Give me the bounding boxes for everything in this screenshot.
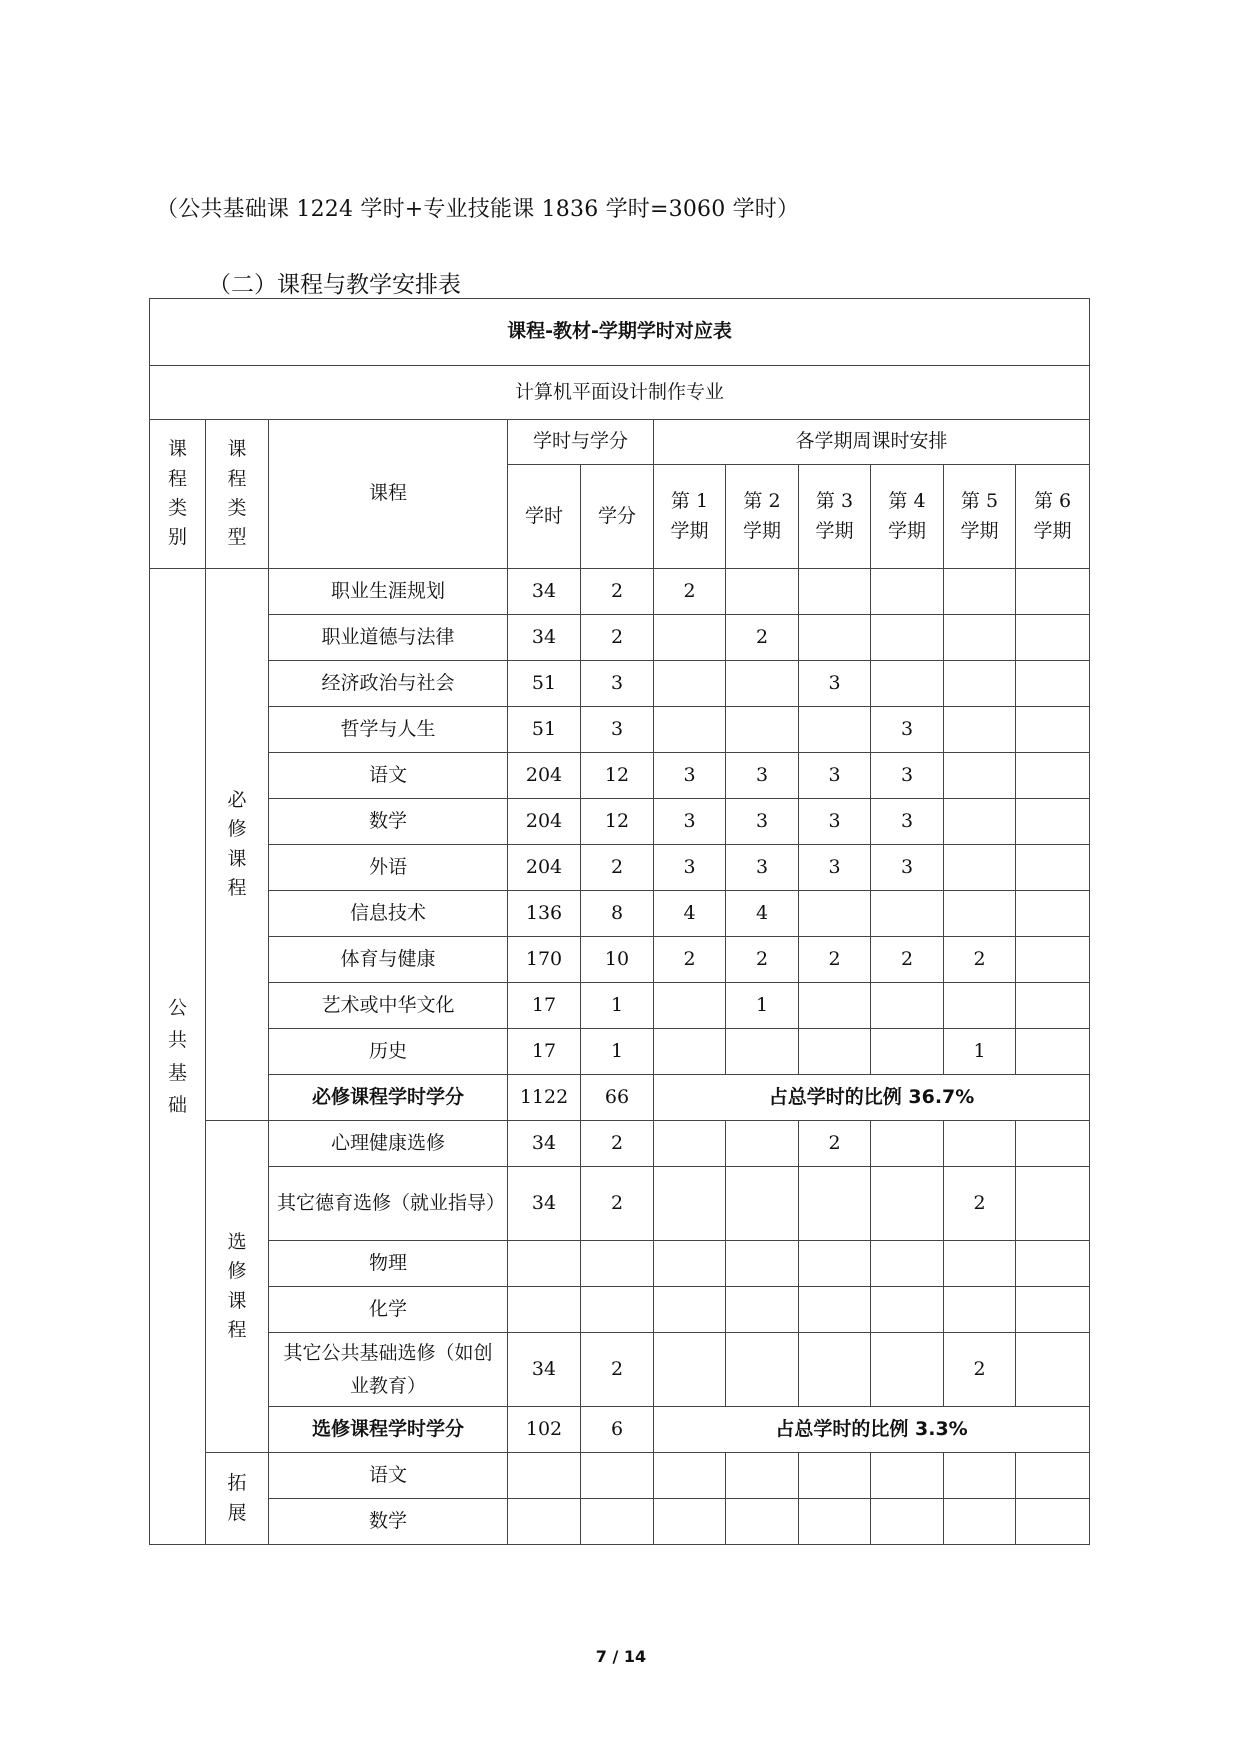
header-schedule: 各学期周课时安排 — [654, 420, 1090, 465]
semester-2-cell: 3 — [726, 845, 799, 891]
label-char: 必 — [227, 788, 247, 811]
semester-2-cell — [726, 1167, 799, 1241]
label-char: 选 — [227, 1230, 247, 1253]
semester-3-cell: 3 — [799, 799, 871, 845]
semester-3-cell — [799, 983, 871, 1029]
semester-number: 第 1 — [670, 490, 709, 513]
semester-6-cell — [1016, 937, 1090, 983]
semester-6-cell — [1016, 661, 1090, 707]
course-name: 心理健康选修 — [269, 1121, 508, 1167]
label-char: 共 — [167, 1029, 187, 1052]
semester-4-cell: 2 — [871, 937, 944, 983]
semester-5-cell — [944, 891, 1016, 937]
semester-4-cell — [871, 1029, 944, 1075]
semester-5-cell — [944, 799, 1016, 845]
semester-4-cell: 3 — [871, 707, 944, 753]
semester-number: 第 4 — [888, 490, 926, 513]
semester-2-cell: 3 — [726, 753, 799, 799]
header-char: 型 — [227, 526, 247, 549]
credits-cell — [581, 1241, 654, 1287]
course-name: 信息技术 — [269, 891, 508, 937]
semester-4-cell — [871, 1287, 944, 1333]
semester-word: 学期 — [815, 519, 854, 542]
semester-6-cell — [1016, 983, 1090, 1029]
semester-5-cell — [944, 1121, 1016, 1167]
label-char: 修 — [227, 818, 247, 841]
hours-cell: 204 — [508, 845, 581, 891]
semester-word: 学期 — [1033, 519, 1072, 542]
table-row — [150, 799, 1090, 845]
table-row — [150, 707, 1090, 753]
semester-word: 学期 — [887, 519, 926, 542]
group-label-extension — [206, 1453, 269, 1545]
subtotal-hours: 102 — [508, 1407, 581, 1453]
semester-3-cell — [799, 615, 871, 661]
semester-1-cell — [654, 1333, 726, 1407]
semester-3-cell — [799, 1287, 871, 1333]
course-name: 化学 — [269, 1287, 508, 1333]
semester-1-cell: 3 — [654, 753, 726, 799]
semester-1-cell — [654, 1029, 726, 1075]
credits-cell: 3 — [581, 707, 654, 753]
hours-cell: 51 — [508, 661, 581, 707]
semester-6-cell — [1016, 1499, 1090, 1545]
semester-2-cell — [726, 1453, 799, 1499]
semester-6-cell — [1016, 1287, 1090, 1333]
label-char: 公 — [167, 996, 187, 1019]
course-name: 语文 — [269, 753, 508, 799]
semester-5-cell — [944, 1499, 1016, 1545]
hours-cell: 34 — [508, 1121, 581, 1167]
semester-5-cell — [944, 569, 1016, 615]
credits-cell: 10 — [581, 937, 654, 983]
header-char: 程 — [227, 467, 247, 490]
semester-5-cell: 2 — [944, 937, 1016, 983]
header-hours-credits: 学时与学分 — [508, 420, 654, 465]
credits-cell — [581, 1499, 654, 1545]
hours-cell — [508, 1453, 581, 1499]
semester-2-cell — [726, 569, 799, 615]
table-row — [150, 753, 1090, 799]
semester-5-cell: 1 — [944, 1029, 1016, 1075]
semester-1-cell: 4 — [654, 891, 726, 937]
semester-5-cell — [944, 845, 1016, 891]
course-name: 职业道德与法律 — [269, 615, 508, 661]
semester-6-cell — [1016, 615, 1090, 661]
course-name: 语文 — [269, 1453, 508, 1499]
semester-4-cell — [871, 983, 944, 1029]
semester-2-cell — [726, 1499, 799, 1545]
table-row — [150, 891, 1090, 937]
semester-6-cell — [1016, 1453, 1090, 1499]
course-schedule-table — [149, 298, 1090, 1545]
semester-6-cell — [1016, 1029, 1090, 1075]
subtotal-credits: 6 — [581, 1407, 654, 1453]
hours-cell: 34 — [508, 569, 581, 615]
hours-cell — [508, 1241, 581, 1287]
hours-cell: 17 — [508, 983, 581, 1029]
hours-cell: 34 — [508, 1167, 581, 1241]
semester-3-cell — [799, 1453, 871, 1499]
subtotal-label: 选修课程学时学分 — [269, 1407, 508, 1453]
subtotal-credits: 66 — [581, 1075, 654, 1121]
table-row — [150, 1333, 1090, 1407]
credits-cell: 2 — [581, 1333, 654, 1407]
header-char: 类 — [167, 497, 187, 519]
label-char: 基 — [167, 1061, 187, 1084]
semester-6-cell — [1016, 1121, 1090, 1167]
header-credits: 学分 — [581, 465, 654, 569]
semester-3-cell: 3 — [799, 661, 871, 707]
semester-2-cell: 3 — [726, 799, 799, 845]
label-char: 展 — [227, 1501, 247, 1524]
header-semester-3 — [799, 465, 871, 569]
semester-3-cell — [799, 569, 871, 615]
semester-5-cell — [944, 983, 1016, 1029]
semester-4-cell — [871, 1121, 944, 1167]
semester-5-cell — [944, 753, 1016, 799]
table-row — [150, 661, 1090, 707]
semester-5-cell — [944, 1287, 1016, 1333]
semester-3-cell: 3 — [799, 845, 871, 891]
semester-number: 第 6 — [1033, 490, 1072, 513]
semester-6-cell — [1016, 753, 1090, 799]
semester-5-cell: 2 — [944, 1333, 1016, 1407]
hours-cell: 34 — [508, 615, 581, 661]
course-name: 物理 — [269, 1241, 508, 1287]
hours-cell: 204 — [508, 799, 581, 845]
semester-6-cell — [1016, 845, 1090, 891]
semester-3-cell — [799, 1499, 871, 1545]
header-char: 程 — [167, 467, 187, 490]
semester-3-cell — [799, 1029, 871, 1075]
semester-3-cell — [799, 1333, 871, 1407]
semester-word: 学期 — [742, 519, 781, 542]
label-char: 础 — [167, 1093, 187, 1116]
course-name: 数学 — [269, 1499, 508, 1545]
credits-cell: 2 — [581, 845, 654, 891]
hours-cell: 170 — [508, 937, 581, 983]
semester-number: 第 3 — [815, 490, 854, 513]
label-char: 程 — [227, 1318, 247, 1341]
header-char: 别 — [167, 526, 187, 549]
group-label-elective — [206, 1121, 269, 1453]
semester-2-cell — [726, 1121, 799, 1167]
credits-cell: 2 — [581, 569, 654, 615]
credits-cell: 8 — [581, 891, 654, 937]
subtotal-ratio: 占总学时的比例 36.7% — [654, 1075, 1090, 1121]
semester-1-cell — [654, 1453, 726, 1499]
semester-5-cell — [944, 615, 1016, 661]
semester-6-cell — [1016, 707, 1090, 753]
course-name: 其它公共基础选修（如创业教育） — [269, 1333, 508, 1407]
semester-4-cell: 3 — [871, 799, 944, 845]
group-label-required — [206, 569, 269, 1121]
semester-1-cell — [654, 615, 726, 661]
semester-4-cell — [871, 891, 944, 937]
subtotal-hours: 1122 — [508, 1075, 581, 1121]
page-number: 7 / 14 — [595, 1647, 647, 1666]
semester-4-cell — [871, 1499, 944, 1545]
semester-4-cell — [871, 615, 944, 661]
semester-3-cell — [799, 1167, 871, 1241]
subtotal-row — [150, 1407, 1090, 1453]
semester-4-cell — [871, 1453, 944, 1499]
table-row — [150, 983, 1090, 1029]
semester-1-cell: 3 — [654, 799, 726, 845]
semester-1-cell: 3 — [654, 845, 726, 891]
table-row — [150, 1453, 1090, 1499]
subtotal-row — [150, 1075, 1090, 1121]
semester-6-cell — [1016, 1241, 1090, 1287]
semester-number: 第 5 — [960, 490, 999, 513]
semester-2-cell — [726, 661, 799, 707]
credits-cell: 2 — [581, 615, 654, 661]
semester-5-cell — [944, 1453, 1016, 1499]
semester-word: 学期 — [960, 519, 999, 542]
header-semester-6 — [1016, 465, 1090, 569]
semester-2-cell: 1 — [726, 983, 799, 1029]
hours-cell: 51 — [508, 707, 581, 753]
header-char: 课 — [227, 438, 247, 461]
table-row — [150, 569, 1090, 615]
header-category — [150, 420, 206, 569]
semester-5-cell: 2 — [944, 1167, 1016, 1241]
subtotal-ratio: 占总学时的比例 3.3% — [654, 1407, 1090, 1453]
credits-cell: 12 — [581, 753, 654, 799]
semester-1-cell — [654, 707, 726, 753]
semester-6-cell — [1016, 569, 1090, 615]
header-hours: 学时 — [508, 465, 581, 569]
semester-number: 第 2 — [743, 490, 781, 513]
hours-cell: 17 — [508, 1029, 581, 1075]
semester-4-cell: 3 — [871, 753, 944, 799]
semester-3-cell — [799, 891, 871, 937]
course-name: 艺术或中华文化 — [269, 983, 508, 1029]
credits-cell: 12 — [581, 799, 654, 845]
course-name: 历史 — [269, 1029, 508, 1075]
hours-cell — [508, 1499, 581, 1545]
semester-5-cell — [944, 1241, 1016, 1287]
semester-3-cell: 3 — [799, 753, 871, 799]
intro-line: （公共基础课 1224 学时+专业技能课 1836 学时=3060 学时） — [156, 197, 800, 222]
course-name: 其它德育选修（就业指导） — [269, 1167, 508, 1241]
semester-1-cell — [654, 1287, 726, 1333]
header-semester-2 — [726, 465, 799, 569]
label-char: 课 — [227, 1289, 247, 1312]
semester-4-cell — [871, 661, 944, 707]
credits-cell: 2 — [581, 1121, 654, 1167]
semester-1-cell: 2 — [654, 569, 726, 615]
semester-1-cell: 2 — [654, 937, 726, 983]
table-title: 课程-教材-学期学时对应表 — [150, 299, 1090, 366]
semester-6-cell — [1016, 1333, 1090, 1407]
table-row — [150, 1121, 1090, 1167]
semester-5-cell — [944, 661, 1016, 707]
course-name: 职业生涯规划 — [269, 569, 508, 615]
label-char: 拓 — [227, 1472, 247, 1495]
semester-3-cell — [799, 707, 871, 753]
table-row — [150, 1241, 1090, 1287]
table-row — [150, 615, 1090, 661]
table-row — [150, 1499, 1090, 1545]
label-char: 程 — [227, 876, 247, 899]
course-name: 外语 — [269, 845, 508, 891]
course-name: 哲学与人生 — [269, 707, 508, 753]
credits-cell: 3 — [581, 661, 654, 707]
credits-cell: 2 — [581, 1167, 654, 1241]
semester-2-cell — [726, 1333, 799, 1407]
subtotal-label: 必修课程学时学分 — [269, 1075, 508, 1121]
header-char: 课 — [167, 438, 187, 461]
table-row — [150, 1167, 1090, 1241]
semester-1-cell — [654, 1499, 726, 1545]
header-semester-5 — [944, 465, 1016, 569]
label-char: 课 — [227, 847, 247, 870]
label-char: 修 — [227, 1260, 247, 1283]
section-title: （二）课程与教学安排表 — [208, 272, 461, 298]
semester-2-cell: 4 — [726, 891, 799, 937]
hours-cell: 204 — [508, 753, 581, 799]
table-row — [150, 937, 1090, 983]
semester-1-cell — [654, 661, 726, 707]
semester-3-cell: 2 — [799, 937, 871, 983]
table-row — [150, 1029, 1090, 1075]
semester-4-cell: 3 — [871, 845, 944, 891]
table-row — [150, 1287, 1090, 1333]
semester-6-cell — [1016, 799, 1090, 845]
category-public-basic — [150, 569, 206, 1545]
semester-2-cell — [726, 1287, 799, 1333]
semester-4-cell — [871, 1167, 944, 1241]
course-name: 经济政治与社会 — [269, 661, 508, 707]
semester-6-cell — [1016, 1167, 1090, 1241]
semester-1-cell — [654, 1121, 726, 1167]
credits-cell: 1 — [581, 983, 654, 1029]
header-course: 课程 — [269, 420, 508, 569]
semester-4-cell — [871, 1241, 944, 1287]
semester-1-cell — [654, 983, 726, 1029]
table-subtitle: 计算机平面设计制作专业 — [150, 366, 1090, 420]
semester-2-cell: 2 — [726, 937, 799, 983]
header-semester-4 — [871, 465, 944, 569]
credits-cell: 1 — [581, 1029, 654, 1075]
semester-2-cell — [726, 1029, 799, 1075]
semester-2-cell — [726, 707, 799, 753]
semester-3-cell: 2 — [799, 1121, 871, 1167]
header-type — [206, 420, 269, 569]
semester-3-cell — [799, 1241, 871, 1287]
semester-1-cell — [654, 1241, 726, 1287]
semester-5-cell — [944, 707, 1016, 753]
hours-cell: 34 — [508, 1333, 581, 1407]
course-name: 数学 — [269, 799, 508, 845]
semester-4-cell — [871, 569, 944, 615]
semester-2-cell — [726, 1241, 799, 1287]
semester-6-cell — [1016, 891, 1090, 937]
semester-word: 学期 — [670, 519, 709, 542]
course-name: 体育与健康 — [269, 937, 508, 983]
credits-cell — [581, 1453, 654, 1499]
table-row — [150, 845, 1090, 891]
header-char: 类 — [227, 497, 247, 519]
hours-cell — [508, 1287, 581, 1333]
hours-cell: 136 — [508, 891, 581, 937]
header-semester-1 — [654, 465, 726, 569]
credits-cell — [581, 1287, 654, 1333]
semester-2-cell: 2 — [726, 615, 799, 661]
semester-1-cell — [654, 1167, 726, 1241]
semester-4-cell — [871, 1333, 944, 1407]
